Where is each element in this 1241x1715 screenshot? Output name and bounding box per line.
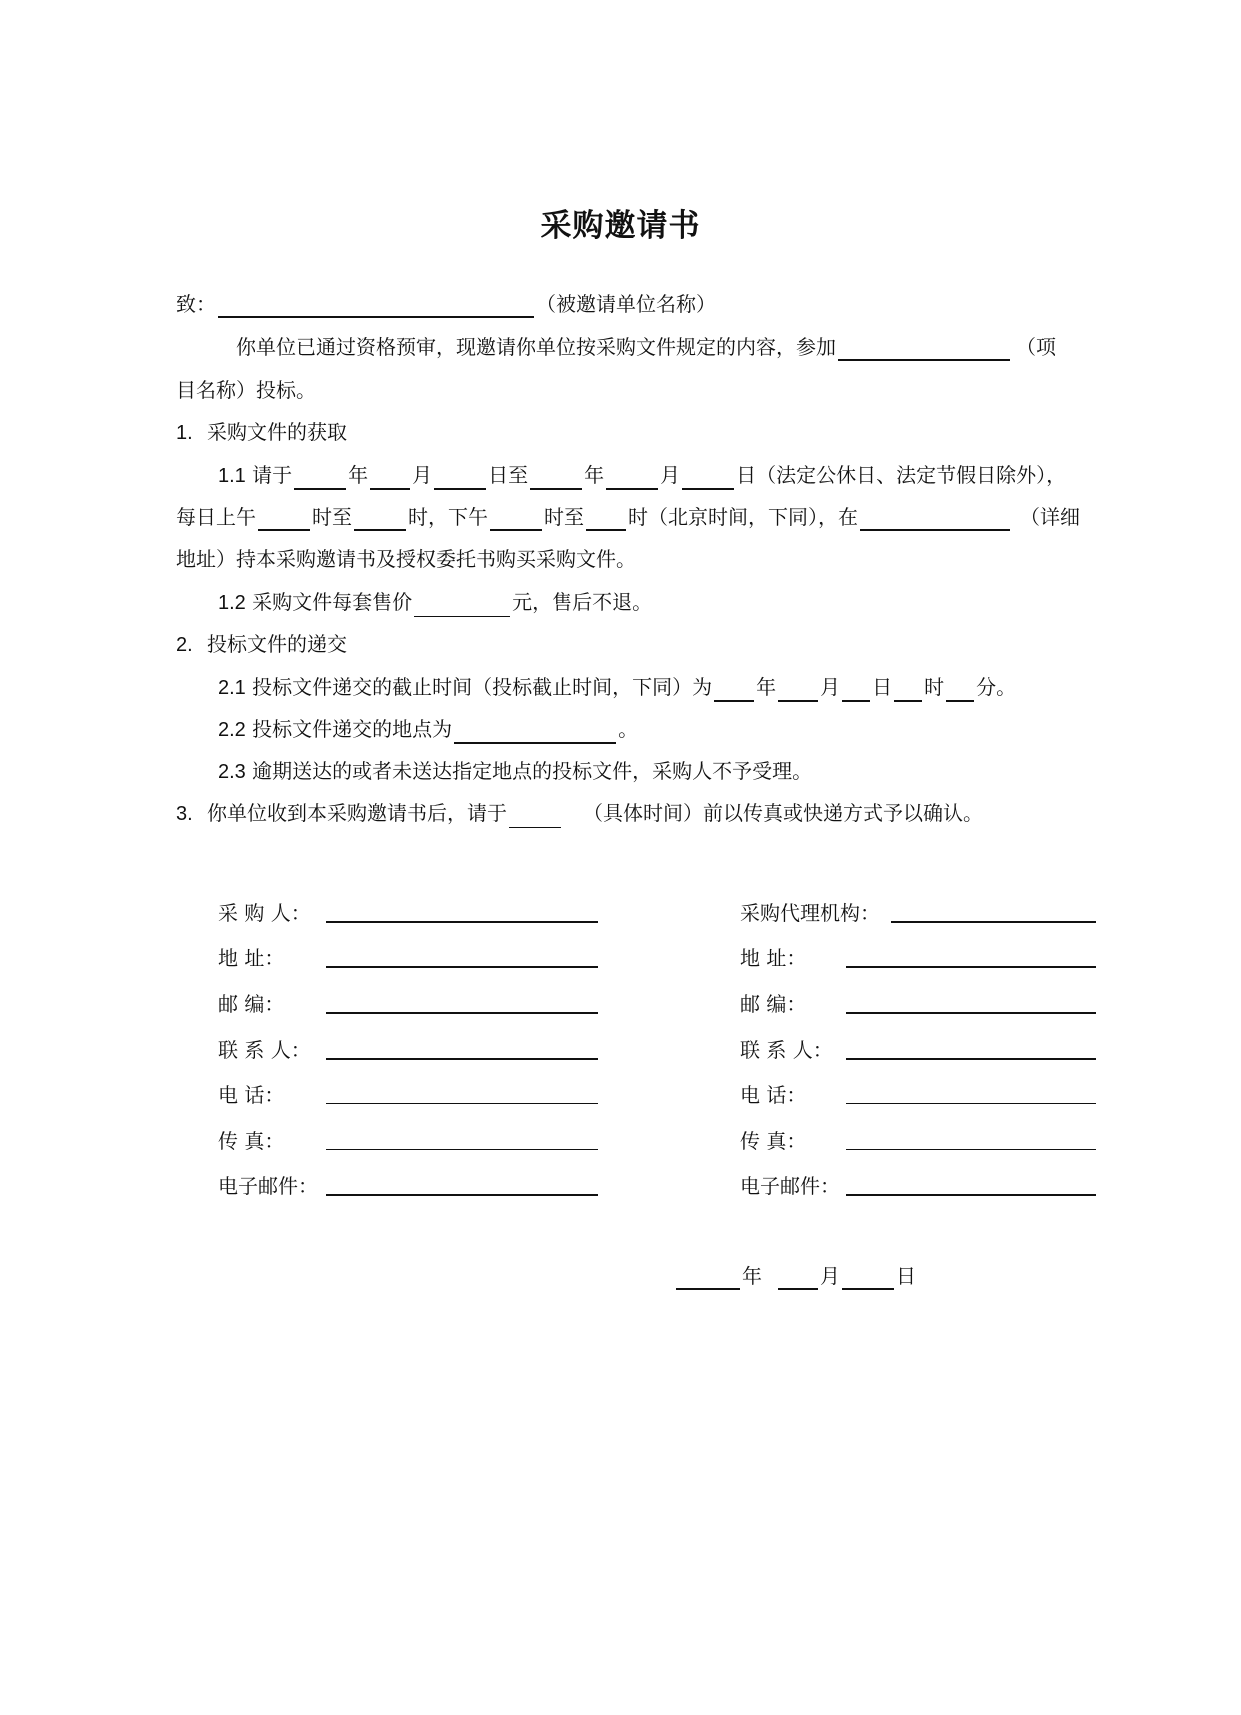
deadline-minute-blank[interactable] bbox=[946, 678, 974, 702]
project-name-blank[interactable] bbox=[838, 337, 1010, 361]
start-year-blank[interactable] bbox=[294, 466, 346, 490]
date-line: 年 月 日 bbox=[674, 1262, 916, 1290]
date-year-blank[interactable] bbox=[676, 1266, 740, 1290]
purchaser-blank[interactable] bbox=[326, 921, 598, 923]
deadline-day-blank[interactable] bbox=[842, 678, 870, 702]
date-month-blank[interactable] bbox=[778, 1266, 818, 1290]
section-2-1-line: 2.1 投标文件递交的截止时间（投标截止时间，下同）为 年 月 日 时 分。 bbox=[218, 673, 1016, 702]
section-1-1-line-1: 1.1 请于 年 月 日至 年 月 日（法定公休日、法定节假日除外）， bbox=[218, 461, 1066, 490]
purchaser-phone-label: 电 话： bbox=[218, 1083, 285, 1107]
agency-address-blank[interactable] bbox=[846, 966, 1096, 968]
end-day-blank[interactable] bbox=[682, 466, 734, 490]
agency-email-label: 电子邮件： bbox=[740, 1174, 840, 1198]
section-2-3-line: 2.3 逾期送达的或者未送达指定地点的投标文件，采购人不予受理。 bbox=[218, 759, 813, 783]
agency-contact-blank[interactable] bbox=[846, 1058, 1096, 1060]
intro-line-2: 目名称）投标。 bbox=[176, 378, 316, 402]
agency-fax-blank[interactable] bbox=[846, 1149, 1096, 1150]
purchaser-contact-blank[interactable] bbox=[326, 1058, 598, 1060]
am-end-blank[interactable] bbox=[354, 507, 406, 531]
recipient-blank[interactable] bbox=[218, 294, 534, 318]
section-2-2-line: 2.2 投标文件递交的地点为 。 bbox=[218, 715, 638, 744]
purchaser-fax-label: 传 真： bbox=[218, 1129, 285, 1153]
end-month-blank[interactable] bbox=[606, 466, 658, 490]
section-1-heading: 1. 采购文件的获取 bbox=[176, 420, 348, 444]
agency-email-blank[interactable] bbox=[846, 1194, 1096, 1196]
section-1-1-line-3: 地址）持本采购邀请书及授权委托书购买采购文件。 bbox=[176, 547, 636, 571]
section-2-heading: 2. 投标文件的递交 bbox=[176, 632, 348, 656]
purchaser-postcode-label: 邮 编： bbox=[218, 992, 285, 1016]
section-1-2-line: 1.2 采购文件每套售价 元，售后不退。 bbox=[218, 588, 652, 617]
page-title: 采购邀请书 bbox=[540, 208, 701, 244]
agency-fax-label: 传 真： bbox=[740, 1129, 807, 1153]
agency-phone-label: 电 话： bbox=[740, 1083, 807, 1107]
deadline-year-blank[interactable] bbox=[714, 678, 754, 702]
deadline-hour-blank[interactable] bbox=[894, 678, 922, 702]
start-month-blank[interactable] bbox=[370, 466, 410, 490]
recipient-suffix: （被邀请单位名称） bbox=[536, 292, 716, 316]
agency-postcode-label: 邮 编： bbox=[740, 992, 807, 1016]
recipient-prefix: 致： bbox=[176, 292, 216, 316]
agency-blank[interactable] bbox=[891, 921, 1096, 923]
purchaser-address-blank[interactable] bbox=[326, 966, 598, 968]
intro-line-1: 你单位已通过资格预审，现邀请你单位按采购文件规定的内容，参加 （项 bbox=[236, 335, 1056, 359]
start-day-blank[interactable] bbox=[434, 466, 486, 490]
agency-postcode-blank[interactable] bbox=[846, 1012, 1096, 1014]
purchaser-label: 采 购 人： bbox=[218, 901, 311, 925]
submission-location-blank[interactable] bbox=[454, 720, 616, 744]
pm-end-blank[interactable] bbox=[586, 507, 626, 531]
pm-start-blank[interactable] bbox=[490, 507, 542, 531]
confirm-time-blank[interactable] bbox=[509, 805, 561, 828]
date-day-blank[interactable] bbox=[842, 1266, 894, 1290]
purchaser-email-label: 电子邮件： bbox=[218, 1174, 318, 1198]
purchaser-fax-blank[interactable] bbox=[326, 1149, 598, 1150]
end-year-blank[interactable] bbox=[530, 466, 582, 490]
agency-label: 采购代理机构： bbox=[740, 901, 880, 925]
agency-phone-blank[interactable] bbox=[846, 1103, 1096, 1104]
purchaser-phone-blank[interactable] bbox=[326, 1103, 598, 1104]
section-3-line: 3. 你单位收到本采购邀请书后，请于 （具体时间）前以传真或快递方式予以确认。 bbox=[176, 799, 983, 828]
recipient-line bbox=[176, 290, 716, 318]
agency-address-label: 地 址： bbox=[740, 946, 807, 970]
purchaser-address-label: 地 址： bbox=[218, 946, 285, 970]
section-1-1-line-2: 每日上午 时至 时，下午 时至 时（北京时间，下同），在 （详细 bbox=[176, 505, 1080, 529]
address-blank[interactable] bbox=[860, 507, 1010, 531]
purchaser-postcode-blank[interactable] bbox=[326, 1012, 598, 1014]
purchaser-email-blank[interactable] bbox=[326, 1194, 598, 1196]
am-start-blank[interactable] bbox=[258, 507, 310, 531]
price-blank[interactable] bbox=[414, 594, 510, 617]
purchaser-contact-label: 联 系 人： bbox=[218, 1038, 311, 1062]
deadline-month-blank[interactable] bbox=[778, 678, 818, 702]
agency-contact-label: 联 系 人： bbox=[740, 1038, 833, 1062]
